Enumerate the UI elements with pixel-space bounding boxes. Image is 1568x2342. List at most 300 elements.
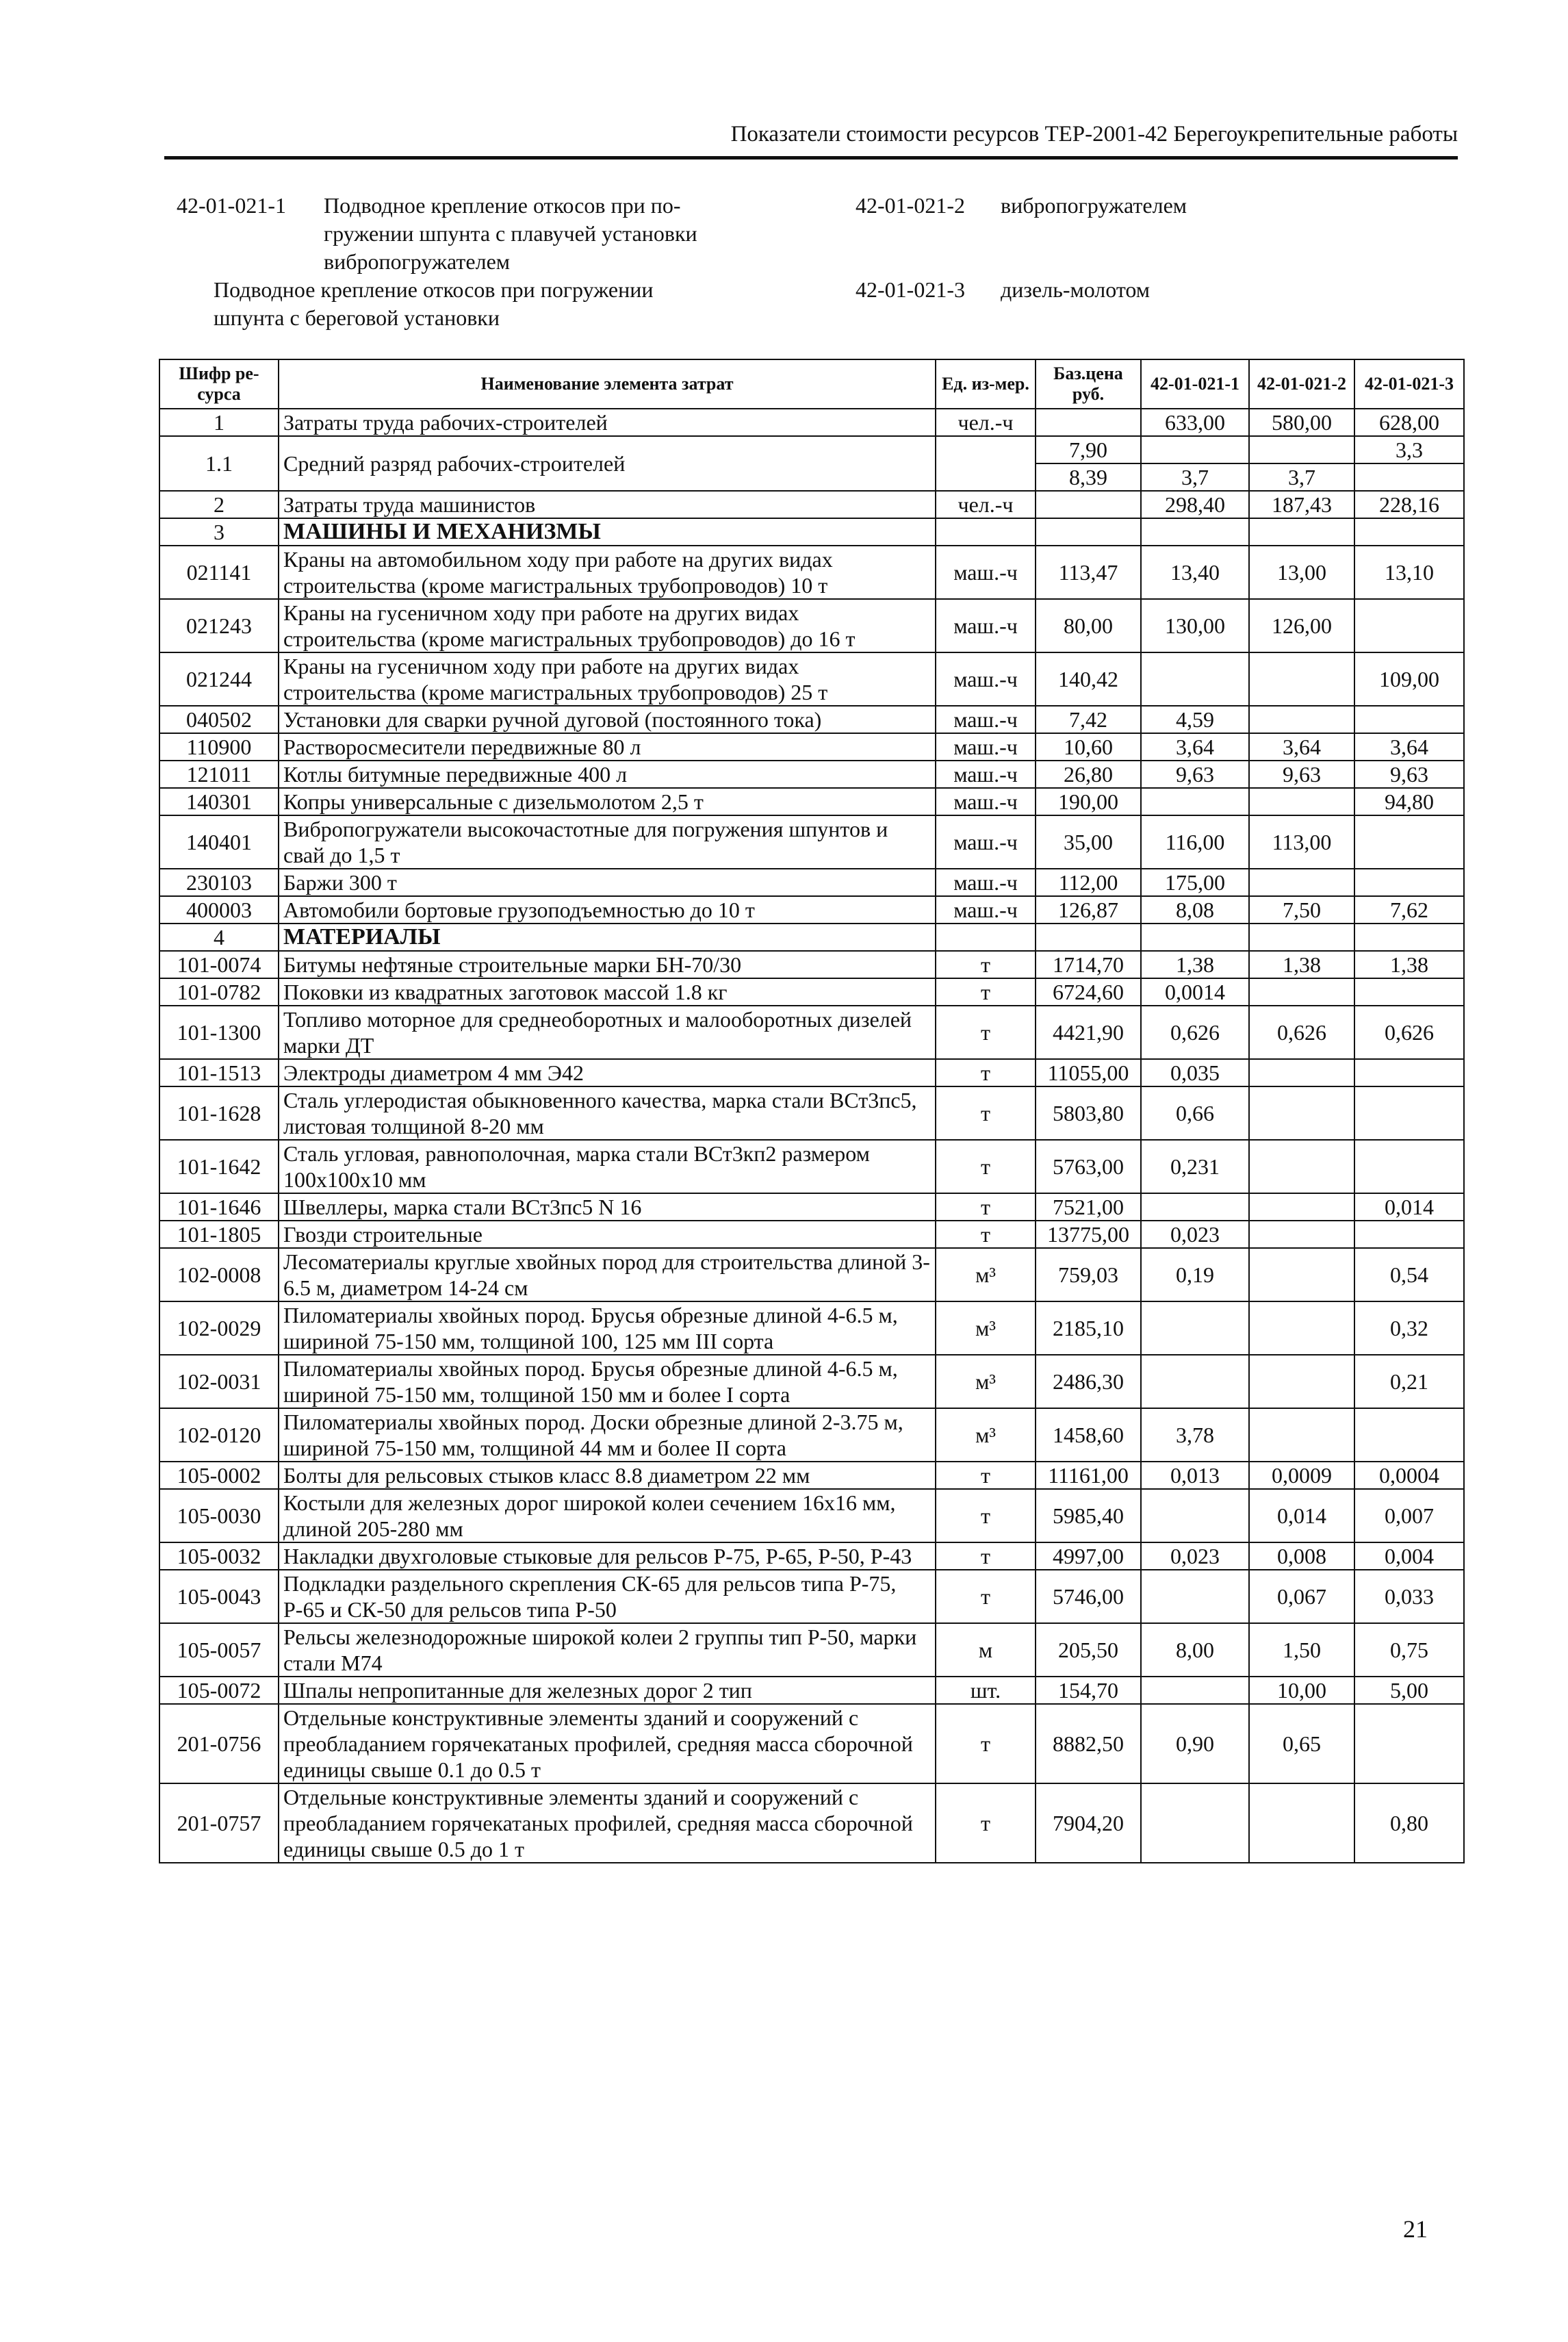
value-col-2: 10,00 [1249,1677,1354,1704]
table-row [159,761,1464,788]
resource-unit: маш.-ч [936,733,1036,761]
value-col-2 [1249,788,1354,815]
header-col-2: 42-01-021-2 [1249,359,1354,409]
table-row [159,1462,1464,1489]
value-col-2 [1249,1355,1354,1408]
table-row [159,978,1464,1006]
base-price: 2185,10 [1036,1301,1141,1355]
resource-unit: т [936,1059,1036,1086]
value-col-3 [1354,869,1464,896]
resource-code: 040502 [159,706,279,733]
resource-code: 201-0757 [159,1783,279,1863]
resource-unit: т [936,978,1036,1006]
resource-name: Гвозди строительные [279,1221,936,1248]
value-col-3: 13,10 [1354,546,1464,599]
resource-code: 021243 [159,599,279,652]
base-price: 8882,50 [1036,1704,1141,1783]
value-col-3: 9,63 [1354,761,1464,788]
value-col-2: 0,008 [1249,1542,1354,1570]
value-col-3: 0,004 [1354,1542,1464,1570]
value-col-1: 8,00 [1141,1623,1249,1677]
base-price: 35,00 [1036,815,1141,869]
table-row [159,1221,1464,1248]
value-col-3 [1354,599,1464,652]
resource-unit: т [936,1570,1036,1623]
value-col-2 [1249,869,1354,896]
value-col-3 [1354,1086,1464,1140]
resource-code: 2 [159,491,279,518]
resource-code: 101-1642 [159,1140,279,1193]
value-col-2 [1249,924,1354,951]
resource-name: Затраты труда рабочих-строителей [279,409,936,436]
base-price: 190,00 [1036,788,1141,815]
base-price: 5803,80 [1036,1086,1141,1140]
resource-code: 101-1805 [159,1221,279,1248]
value-col-3: 0,80 [1354,1783,1464,1863]
base-price: 140,42 [1036,652,1141,706]
resource-code: 201-0756 [159,1704,279,1783]
resource-name: Лесоматериалы круглые хвойных пород для строительства длиной 3-6.5 м, диаметром 14-24 см [279,1248,936,1301]
table-row [159,896,1464,924]
resource-name: Накладки двухголовые стыковые для рельсов Р-75, Р-65, Р-50, Р-43 [279,1542,936,1570]
value-col-1: 0,035 [1141,1059,1249,1086]
value-col-2: 1,50 [1249,1623,1354,1677]
header-unit: Ед. из-мер. [936,359,1036,409]
resource-name: Поковки из квадратных заготовок массой 1.8 кг [279,978,936,1006]
table-body [159,409,1464,1863]
value-col-3 [1354,1140,1464,1193]
resource-code: 121011 [159,761,279,788]
value-col-2: 126,00 [1249,599,1354,652]
resource-code: 105-0043 [159,1570,279,1623]
table-row [159,546,1464,599]
resource-unit: маш.-ч [936,652,1036,706]
resource-name: Битумы нефтяные строительные марки БН-70/30 [279,951,936,978]
value-col-1: 0,626 [1141,1006,1249,1059]
value-col-2: 0,067 [1249,1570,1354,1623]
resource-unit: м³ [936,1248,1036,1301]
value-col-1 [1141,1783,1249,1863]
base-price: 205,50 [1036,1623,1141,1677]
resource-unit: т [936,1006,1036,1059]
value-col-2: 9,63 [1249,761,1354,788]
base-price: 1714,70 [1036,951,1141,978]
value-col-1: 116,00 [1141,815,1249,869]
resource-unit: шт. [936,1677,1036,1704]
base-price: 80,00 [1036,599,1141,652]
value-col-3: 0,007 [1354,1489,1464,1542]
value-col-3: 1,38 [1354,951,1464,978]
intro-code: 42-01-021-1 [177,193,286,218]
value-col-2: 3,7 [1249,463,1354,491]
resource-code: 021141 [159,546,279,599]
table-row [159,1059,1464,1086]
table-row [159,788,1464,815]
resource-name: Растворосмесители передвижные 80 л [279,733,936,761]
value-col-3: 3,64 [1354,733,1464,761]
resource-unit: т [936,1086,1036,1140]
resource-name: Котлы битумные передвижные 400 л [279,761,936,788]
resource-code: 140401 [159,815,279,869]
value-col-1 [1141,788,1249,815]
intro-code: 42-01-021-3 [856,277,965,302]
resource-code: 101-0782 [159,978,279,1006]
base-price: 5746,00 [1036,1570,1141,1623]
resource-code: 400003 [159,896,279,924]
resource-unit: чел.-ч [936,491,1036,518]
base-price [1036,924,1141,951]
resource-unit: т [936,1140,1036,1193]
value-col-2: 0,626 [1249,1006,1354,1059]
resource-name: Сталь угловая, равнополочная, марка стали ВСт3кп2 размером 100х100х10 мм [279,1140,936,1193]
resource-unit [936,518,1036,546]
resource-unit: т [936,1783,1036,1863]
table-row [159,409,1464,436]
table-row [159,1542,1464,1570]
resource-code: 105-0002 [159,1462,279,1489]
value-col-3 [1354,1059,1464,1086]
value-col-3 [1354,518,1464,546]
resource-unit: т [936,1542,1036,1570]
value-col-3: 0,033 [1354,1570,1464,1623]
value-col-3: 628,00 [1354,409,1464,436]
table-row [159,1006,1464,1059]
value-col-2 [1249,652,1354,706]
resource-code: 021244 [159,652,279,706]
base-price: 26,80 [1036,761,1141,788]
table-row [159,951,1464,978]
page-number: 21 [1403,2215,1428,2243]
base-price [1036,409,1141,436]
value-col-1 [1141,924,1249,951]
intro-line: вибропогружателем [324,249,511,274]
value-col-1: 0,231 [1141,1140,1249,1193]
value-col-1 [1141,1489,1249,1542]
table-row [159,1408,1464,1462]
value-col-1: 3,64 [1141,733,1249,761]
value-col-1: 0,023 [1141,1221,1249,1248]
base-price: 113,47 [1036,546,1141,599]
value-col-1: 9,63 [1141,761,1249,788]
resource-code: 101-1628 [159,1086,279,1140]
table-row [159,1193,1464,1221]
resource-name: Пиломатериалы хвойных пород. Брусья обрезные длиной 4-6.5 м, шириной 75-150 мм, толщиной 150 мм и более I сорта [279,1355,936,1408]
base-price: 13775,00 [1036,1221,1141,1248]
base-price: 7,42 [1036,706,1141,733]
value-col-1: 298,40 [1141,491,1249,518]
resource-name: Затраты труда машинистов [279,491,936,518]
value-col-1 [1141,518,1249,546]
value-col-3 [1354,1704,1464,1783]
table-row [159,1704,1464,1783]
value-col-2: 113,00 [1249,815,1354,869]
resource-name: Рельсы железнодорожные широкой колеи 2 группы тип Р-50, марки стали М74 [279,1623,936,1677]
value-col-1 [1141,1193,1249,1221]
value-col-2 [1249,1301,1354,1355]
resource-unit: м³ [936,1408,1036,1462]
base-price: 126,87 [1036,896,1141,924]
resource-name: МАШИНЫ И МЕХАНИЗМЫ [279,518,936,546]
resource-unit [936,436,1036,491]
resource-name: Краны на гусеничном ходу при работе на других видах строительства (кроме магистральных трубопроводов) 25 т [279,652,936,706]
resource-name: Копры универсальные с дизельмолотом 2,5 т [279,788,936,815]
resource-name: Отдельные конструктивные элементы зданий и сооружений с преобладанием горячекатаных профилей, средняя масса сборочной единицы свыше 0.5 до 1 т [279,1783,936,1863]
base-price: 7521,00 [1036,1193,1141,1221]
table-header-row [159,359,1464,409]
intro-line: гружении шпунта с плавучей установки [324,221,697,246]
running-title: Показатели стоимости ресурсов ТЕР-2001-42 Берегоукрепительные работы [730,122,1458,147]
resource-code: 230103 [159,869,279,896]
base-price: 10,60 [1036,733,1141,761]
value-col-1: 130,00 [1141,599,1249,652]
resource-unit: маш.-ч [936,761,1036,788]
header-price: Баз.цена руб. [1036,359,1141,409]
value-col-3 [1354,1408,1464,1462]
value-col-2 [1249,706,1354,733]
value-col-3 [1354,978,1464,1006]
value-col-1: 633,00 [1141,409,1249,436]
table-row [159,1783,1464,1863]
value-col-1: 3,7 [1141,463,1249,491]
table-row [159,706,1464,733]
table-row [159,869,1464,896]
resource-code: 1 [159,409,279,436]
table-row [159,1301,1464,1355]
resource-unit: м [936,1623,1036,1677]
resource-code: 105-0032 [159,1542,279,1570]
value-col-2 [1249,1248,1354,1301]
resource-unit: м³ [936,1355,1036,1408]
section-row [159,518,1464,546]
resource-name: Вибропогружатели высокочастотные для погружения шпунтов и свай до 1,5 т [279,815,936,869]
value-col-2: 3,64 [1249,733,1354,761]
value-col-2: 0,0009 [1249,1462,1354,1489]
value-col-3: 0,75 [1354,1623,1464,1677]
resource-code: 102-0120 [159,1408,279,1462]
resource-code: 3 [159,518,279,546]
resource-unit: маш.-ч [936,599,1036,652]
resource-code: 102-0029 [159,1301,279,1355]
resource-code: 105-0030 [159,1489,279,1542]
resource-unit: т [936,951,1036,978]
resource-code: 101-1513 [159,1059,279,1086]
header-col-1: 42-01-021-1 [1141,359,1249,409]
value-col-1: 0,66 [1141,1086,1249,1140]
resource-name: Швеллеры, марка стали ВСт3пс5 N 16 [279,1193,936,1221]
resource-unit: т [936,1704,1036,1783]
base-price: 154,70 [1036,1677,1141,1704]
table-row [159,491,1464,518]
resource-unit: маш.-ч [936,815,1036,869]
base-price: 6724,60 [1036,978,1141,1006]
intro-line: Подводное крепление откосов при погружении [214,277,654,302]
resource-name: Болты для рельсовых стыков класс 8.8 диаметром 22 мм [279,1462,936,1489]
table-row [159,1086,1464,1140]
value-col-1 [1141,1570,1249,1623]
base-price [1036,491,1141,518]
value-col-3: 94,80 [1354,788,1464,815]
header-col-3: 42-01-021-3 [1354,359,1464,409]
resource-name: Топливо моторное для среднеоборотных и малооборотных дизелей марки ДТ [279,1006,936,1059]
value-col-3: 5,00 [1354,1677,1464,1704]
value-col-2: 0,014 [1249,1489,1354,1542]
intro-line: шпунта с береговой установки [214,305,500,330]
resource-code: 4 [159,924,279,951]
base-price: 2486,30 [1036,1355,1141,1408]
base-price: 7904,20 [1036,1783,1141,1863]
value-col-1: 13,40 [1141,546,1249,599]
value-col-3 [1354,924,1464,951]
value-col-2: 0,65 [1249,1704,1354,1783]
resource-unit: маш.-ч [936,706,1036,733]
resource-name: Пиломатериалы хвойных пород. Брусья обрезные длиной 4-6.5 м, шириной 75-150 мм, толщиной 100, 125 мм III сорта [279,1301,936,1355]
resource-name: Электроды диаметром 4 мм Э42 [279,1059,936,1086]
value-col-2 [1249,1193,1354,1221]
resource-name: Сталь углеродистая обыкновенного качества, марка стали ВСт3пс5, листовая толщиной 8-20 мм [279,1086,936,1140]
value-col-1: 8,08 [1141,896,1249,924]
value-col-3: 3,3 [1354,436,1464,463]
resource-code: 105-0057 [159,1623,279,1677]
table-row [159,1677,1464,1704]
resource-unit: т [936,1489,1036,1542]
value-col-3: 0,014 [1354,1193,1464,1221]
table-row [159,1140,1464,1193]
value-col-1: 0,013 [1141,1462,1249,1489]
table-row [159,1570,1464,1623]
resource-unit: маш.-ч [936,788,1036,815]
table-row [159,1623,1464,1677]
resource-code: 1.1 [159,436,279,491]
resources-table [159,359,1465,1863]
value-col-1: 0,0014 [1141,978,1249,1006]
value-col-2 [1249,1408,1354,1462]
value-col-1: 0,19 [1141,1248,1249,1301]
value-col-2 [1249,1783,1354,1863]
table-row [159,599,1464,652]
value-col-2: 13,00 [1249,546,1354,599]
base-price: 11055,00 [1036,1059,1141,1086]
value-col-3 [1354,1221,1464,1248]
value-col-2 [1249,1221,1354,1248]
resource-unit: т [936,1462,1036,1489]
value-col-3: 0,21 [1354,1355,1464,1408]
value-col-3: 109,00 [1354,652,1464,706]
base-price: 759,03 [1036,1248,1141,1301]
resource-name: Костыли для железных дорог широкой колеи сечением 16х16 мм, длиной 205-280 мм [279,1489,936,1542]
resource-unit: т [936,1193,1036,1221]
base-price: 1458,60 [1036,1408,1141,1462]
table-row [159,436,1464,463]
resource-name: Краны на автомобильном ходу при работе на других видах строительства (кроме магистральных трубопроводов) 10 т [279,546,936,599]
value-col-1: 0,023 [1141,1542,1249,1570]
resource-unit: маш.-ч [936,896,1036,924]
resource-code: 140301 [159,788,279,815]
value-col-1: 4,59 [1141,706,1249,733]
value-col-1 [1141,1301,1249,1355]
value-col-2 [1249,436,1354,463]
resource-unit [936,924,1036,951]
header-code: Шифр ре-сурса [159,359,279,409]
resource-code: 105-0072 [159,1677,279,1704]
table-row [159,1489,1464,1542]
value-col-2 [1249,1059,1354,1086]
resource-name: Пиломатериалы хвойных пород. Доски обрезные длиной 2-3.75 м, шириной 75-150 мм, толщиной 44 мм и более II сорта [279,1408,936,1462]
resource-code: 110900 [159,733,279,761]
header-name: Наименование элемента затрат [279,359,936,409]
value-col-2: 7,50 [1249,896,1354,924]
resource-name: Установки для сварки ручной дуговой (постоянного тока) [279,706,936,733]
resource-name: Автомобили бортовые грузоподъемностью до 10 т [279,896,936,924]
resource-name: Отдельные конструктивные элементы зданий и сооружений с преобладанием горячекатаных профилей, средняя масса сборочной единицы свыше 0.1 до 0.5 т [279,1704,936,1783]
value-col-3: 0,32 [1354,1301,1464,1355]
value-col-1 [1141,1355,1249,1408]
table-row [159,815,1464,869]
resource-name: Шпалы непропитанные для железных дорог 2 тип [279,1677,936,1704]
value-col-3: 7,62 [1354,896,1464,924]
value-col-2: 1,38 [1249,951,1354,978]
value-col-3: 228,16 [1354,491,1464,518]
value-col-1 [1141,1677,1249,1704]
base-price: 5763,00 [1036,1140,1141,1193]
resource-code: 101-0074 [159,951,279,978]
base-price: 11161,00 [1036,1462,1141,1489]
value-col-1: 1,38 [1141,951,1249,978]
resource-name: Баржи 300 т [279,869,936,896]
table-row [159,652,1464,706]
resource-name: Краны на гусеничном ходу при работе на других видах строительства (кроме магистральных трубопроводов) до 16 т [279,599,936,652]
value-col-1 [1141,436,1249,463]
resource-code: 101-1300 [159,1006,279,1059]
value-col-2 [1249,1140,1354,1193]
resource-unit: чел.-ч [936,409,1036,436]
value-col-3: 0,0004 [1354,1462,1464,1489]
resource-code: 101-1646 [159,1193,279,1221]
base-price: 112,00 [1036,869,1141,896]
resource-unit: м³ [936,1301,1036,1355]
resource-unit: маш.-ч [936,546,1036,599]
intro-code: 42-01-021-2 [856,193,965,218]
intro-line: Подводное крепление откосов при по- [324,193,681,218]
base-price: 7,90 [1036,436,1141,463]
resource-name: Средний разряд рабочих-строителей [279,436,936,491]
table-row [159,1355,1464,1408]
base-price [1036,518,1141,546]
resource-unit: маш.-ч [936,869,1036,896]
base-price: 4421,90 [1036,1006,1141,1059]
resource-name: МАТЕРИАЛЫ [279,924,936,951]
intro-text: дизель-молотом [1001,277,1151,302]
value-col-1: 175,00 [1141,869,1249,896]
value-col-1: 0,90 [1141,1704,1249,1783]
intro-text: вибропогружателем [1001,193,1187,218]
base-price: 8,39 [1036,463,1141,491]
section-row [159,924,1464,951]
value-col-2 [1249,978,1354,1006]
base-price: 4997,00 [1036,1542,1141,1570]
table-row [159,733,1464,761]
value-col-3 [1354,463,1464,491]
value-col-2 [1249,518,1354,546]
value-col-3 [1354,815,1464,869]
value-col-1: 3,78 [1141,1408,1249,1462]
resource-unit: т [936,1221,1036,1248]
resource-code: 102-0008 [159,1248,279,1301]
resource-name: Подкладки раздельного скрепления СК-65 для рельсов типа Р-75, Р-65 и СК-50 для рельсов типа Р-50 [279,1570,936,1623]
value-col-2: 580,00 [1249,409,1354,436]
table-row [159,1248,1464,1301]
value-col-2 [1249,1086,1354,1140]
base-price: 5985,40 [1036,1489,1141,1542]
